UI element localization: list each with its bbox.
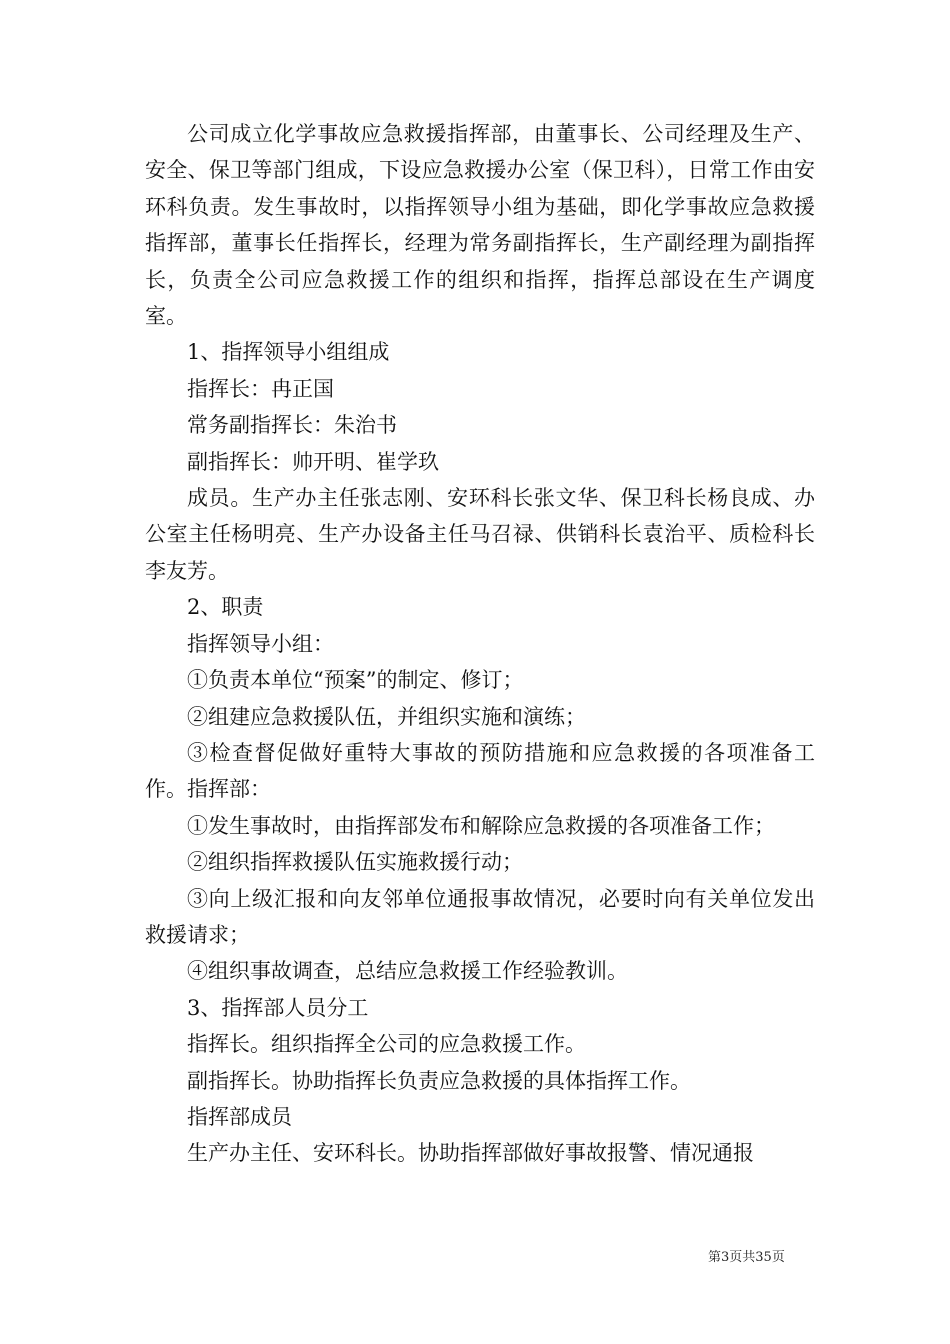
paragraph-members-title: 指挥部成员 (187, 1104, 292, 1129)
paragraph-leadership-duties-title: 指挥领导小组： (187, 631, 334, 656)
heading-division-of-labor: 3、指挥部人员分工 (187, 995, 369, 1020)
list-item: ③检查督促做好重特大事故的预防措施和应急救援的各项准备工作。指挥部： (145, 740, 815, 802)
paragraph-intro: 公司成立化学事故应急救援指挥部，由董事长、公司经理及生产、安全、保卫等部门组成，下设应急救援办公室（保卫科），日常工作由安环科负责。发生事故时，以指挥领导小组为基础，即化学事故应急救援指挥部，董事长任指挥长，经理为常务副指挥长，生产副经理为副指挥长，负责全公司应急救援工作的组织和指挥，指挥总部设在生产调度室。 (145, 122, 815, 329)
list-item: ③向上级汇报和向友邻单位通报事故情况，必要时向有关单位发出救援请求； (145, 886, 815, 947)
paragraph-executive-deputy: 常务副指挥长：朱治书 (187, 413, 397, 438)
paragraph-commander: 指挥长：冉正国 (187, 376, 334, 401)
list-item: ④组织事故调查，总结应急救援工作经验教训。 (187, 959, 628, 984)
paragraph-commander-role: 指挥长。组织指挥全公司的应急救援工作。 (187, 1032, 586, 1057)
list-item: ②组织指挥救援队伍实施救援行动； (187, 850, 523, 875)
document-body (145, 116, 815, 1172)
paragraph-members: 成员。生产办主任张志刚、安环科长张文华、保卫科长杨良成、办公室主任杨明亮、生产办设备主任马召禄、供销科长袁治平、质检科长李友芳。 (145, 486, 815, 583)
list-item: ②组建应急救援队伍，并组织实施和演练； (187, 704, 586, 729)
page-number: 第3页共35页 (708, 1250, 785, 1265)
list-item: ①负责本单位“预案”的制定、修订； (187, 668, 524, 693)
heading-duties: 2、职责 (187, 595, 264, 620)
list-item: ①发生事故时，由指挥部发布和解除应急救援的各项准备工作； (187, 813, 775, 838)
heading-leadership-group: 1、指挥领导小组组成 (187, 340, 390, 365)
paragraph-members-role: 生产办主任、安环科长。协助指挥部做好事故报警、情况通报 (187, 1141, 754, 1166)
paragraph-deputy-role: 副指挥长。协助指挥长负责应急救援的具体指挥工作。 (187, 1068, 691, 1093)
paragraph-deputy-commanders: 副指挥长：帅开明、崔学玖 (187, 449, 439, 474)
